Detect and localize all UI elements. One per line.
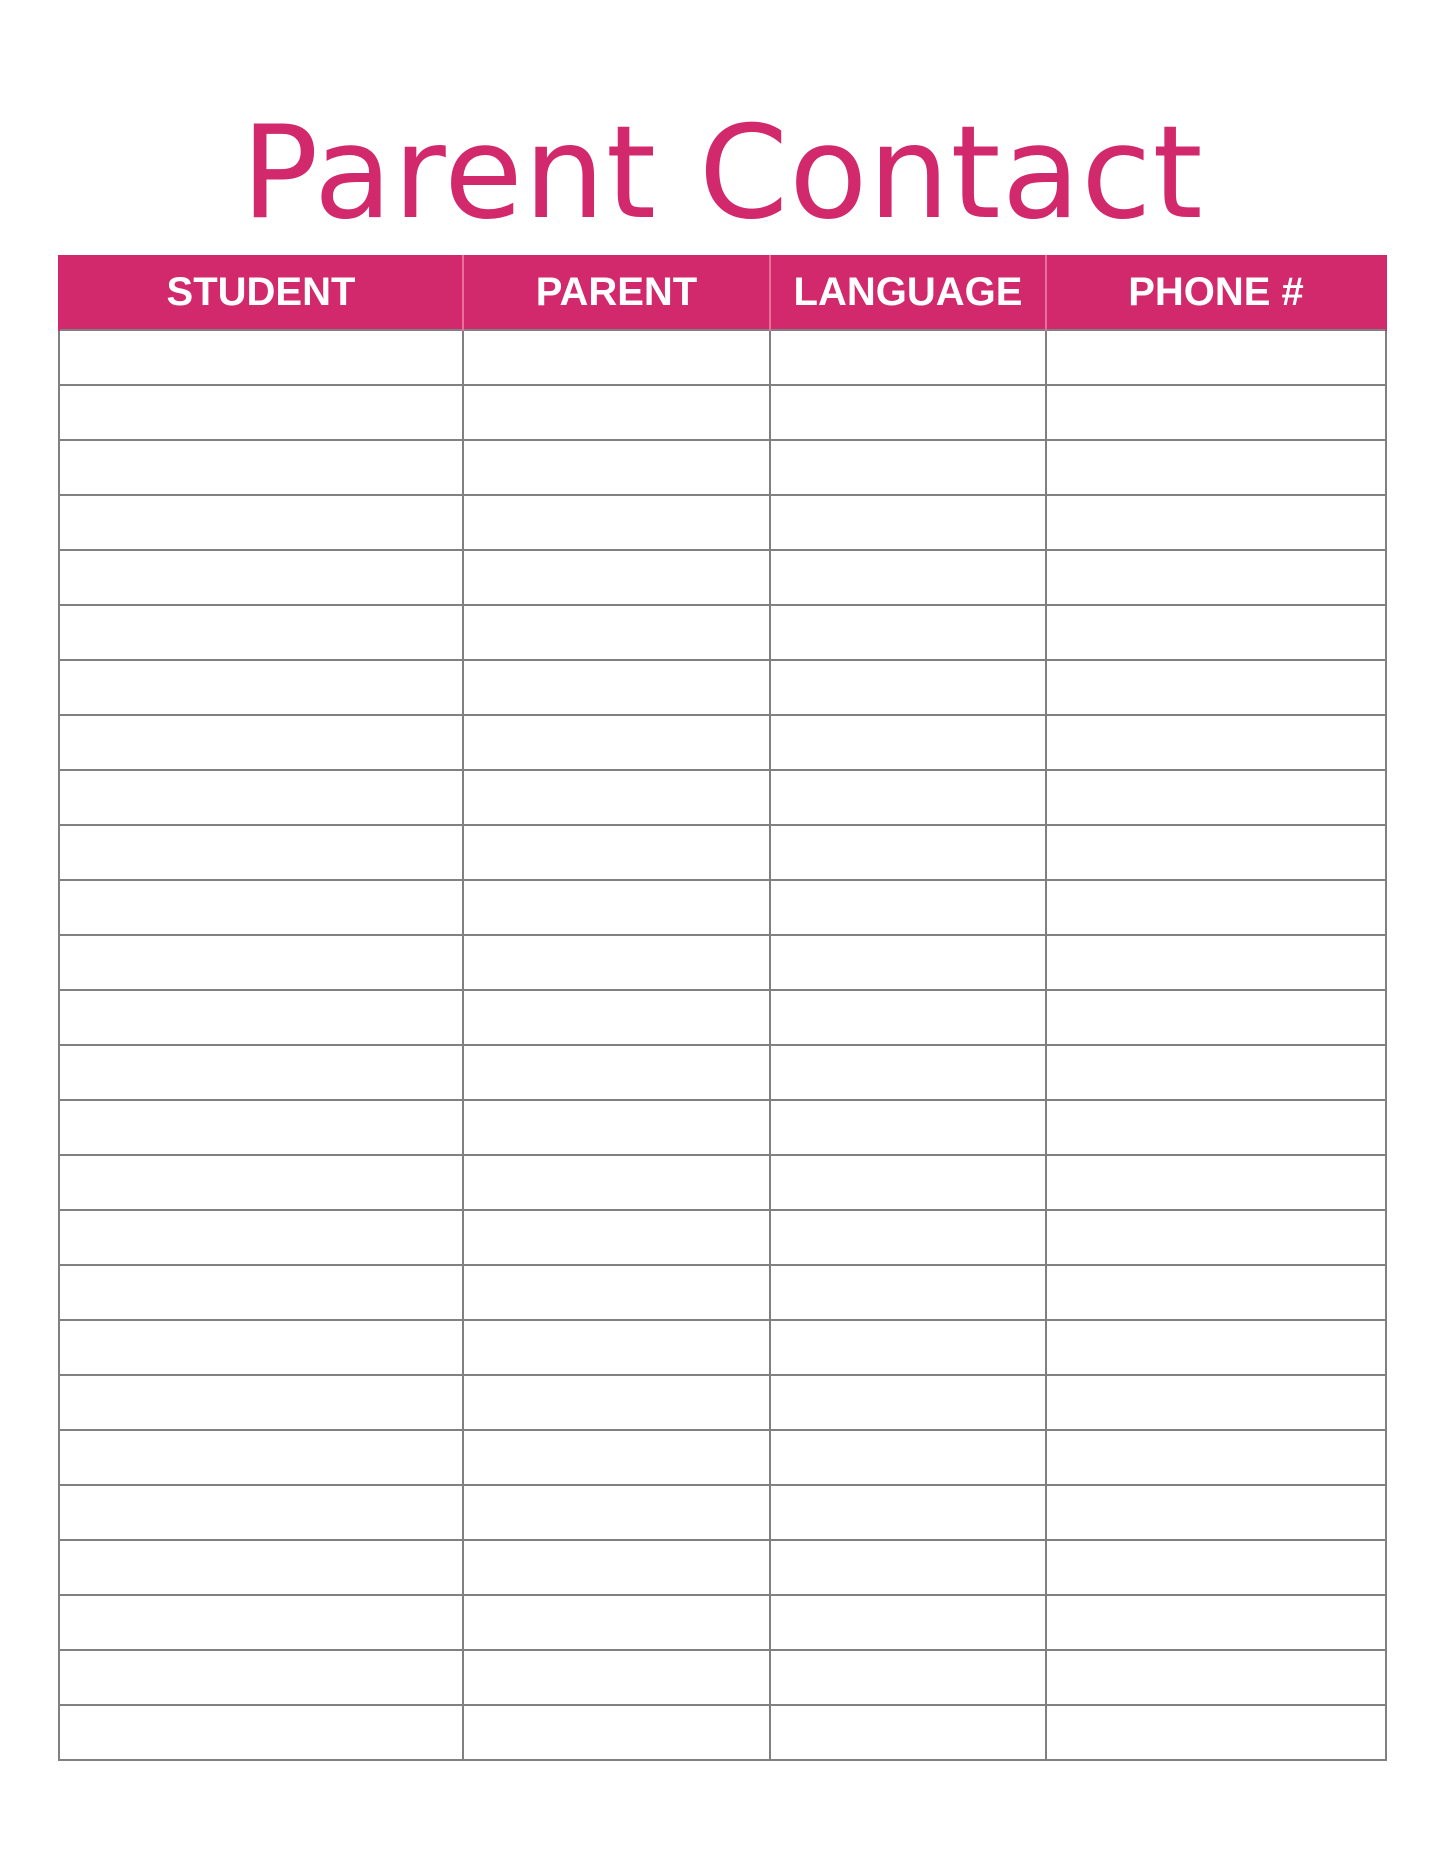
cell-parent[interactable]: [463, 1595, 770, 1650]
cell-phone[interactable]: [1046, 1485, 1386, 1540]
cell-language[interactable]: [770, 605, 1046, 660]
table-row: [59, 770, 1386, 825]
cell-language[interactable]: [770, 1540, 1046, 1595]
table-row: [59, 825, 1386, 880]
table-header: [59, 255, 1386, 330]
cell-parent[interactable]: [463, 1155, 770, 1210]
cell-student[interactable]: [59, 990, 463, 1045]
cell-language[interactable]: [770, 1705, 1046, 1760]
cell-language[interactable]: [770, 1155, 1046, 1210]
cell-parent[interactable]: [463, 550, 770, 605]
cell-student[interactable]: [59, 330, 463, 385]
column-header-phone: PHONE #: [1046, 255, 1386, 330]
cell-student[interactable]: [59, 1155, 463, 1210]
table-row: [59, 1100, 1386, 1155]
table-row: [59, 880, 1386, 935]
cell-student[interactable]: [59, 1705, 463, 1760]
cell-language[interactable]: [770, 1210, 1046, 1265]
cell-phone[interactable]: [1046, 660, 1386, 715]
cell-student[interactable]: [59, 1650, 463, 1705]
cell-phone[interactable]: [1046, 1375, 1386, 1430]
cell-student[interactable]: [59, 660, 463, 715]
cell-parent[interactable]: [463, 330, 770, 385]
cell-parent[interactable]: [463, 1430, 770, 1485]
cell-student[interactable]: [59, 605, 463, 660]
cell-phone[interactable]: [1046, 715, 1386, 770]
cell-parent[interactable]: [463, 1375, 770, 1430]
table-row: [59, 1155, 1386, 1210]
cell-language[interactable]: [770, 1375, 1046, 1430]
table-row: [59, 660, 1386, 715]
cell-parent[interactable]: [463, 495, 770, 550]
cell-phone[interactable]: [1046, 550, 1386, 605]
cell-student[interactable]: [59, 880, 463, 935]
cell-parent[interactable]: [463, 715, 770, 770]
header-row: [59, 255, 1386, 330]
cell-parent[interactable]: [463, 440, 770, 495]
cell-student[interactable]: [59, 550, 463, 605]
cell-language[interactable]: [770, 880, 1046, 935]
cell-phone[interactable]: [1046, 495, 1386, 550]
table-row: [59, 495, 1386, 550]
parent-contact-table: [58, 255, 1387, 1761]
cell-language[interactable]: [770, 825, 1046, 880]
cell-language[interactable]: [770, 935, 1046, 990]
cell-parent[interactable]: [463, 1265, 770, 1320]
cell-parent[interactable]: [463, 660, 770, 715]
cell-phone[interactable]: [1046, 1540, 1386, 1595]
cell-parent[interactable]: [463, 770, 770, 825]
page-title: Parent Contact: [241, 99, 1204, 248]
table-body: [59, 330, 1386, 1760]
table-row: [59, 330, 1386, 385]
cell-student[interactable]: [59, 715, 463, 770]
cell-student[interactable]: [59, 770, 463, 825]
table-row: [59, 1210, 1386, 1265]
cell-student[interactable]: [59, 1100, 463, 1155]
cell-phone[interactable]: [1046, 935, 1386, 990]
cell-language[interactable]: [770, 990, 1046, 1045]
column-header-parent: PARENT: [463, 255, 770, 330]
table-row: [59, 990, 1386, 1045]
table-row: [59, 1705, 1386, 1760]
cell-parent[interactable]: [463, 1100, 770, 1155]
cell-parent[interactable]: [463, 1320, 770, 1375]
cell-language[interactable]: [770, 660, 1046, 715]
cell-language[interactable]: [770, 1045, 1046, 1100]
cell-parent[interactable]: [463, 1540, 770, 1595]
cell-parent[interactable]: [463, 605, 770, 660]
cell-language[interactable]: [770, 770, 1046, 825]
cell-student[interactable]: [59, 495, 463, 550]
cell-language[interactable]: [770, 440, 1046, 495]
table-row: [59, 935, 1386, 990]
cell-phone[interactable]: [1046, 330, 1386, 385]
cell-language[interactable]: [770, 1100, 1046, 1155]
cell-language[interactable]: [770, 1485, 1046, 1540]
cell-language[interactable]: [770, 1595, 1046, 1650]
cell-parent[interactable]: [463, 935, 770, 990]
cell-phone[interactable]: [1046, 770, 1386, 825]
cell-language[interactable]: [770, 550, 1046, 605]
cell-student[interactable]: [59, 1210, 463, 1265]
table-row: [59, 1650, 1386, 1705]
table-row: [59, 1485, 1386, 1540]
cell-phone[interactable]: [1046, 990, 1386, 1045]
table-row: [59, 550, 1386, 605]
cell-phone[interactable]: [1046, 1705, 1386, 1760]
cell-language[interactable]: [770, 1320, 1046, 1375]
cell-phone[interactable]: [1046, 1045, 1386, 1100]
table-row: [59, 1045, 1386, 1100]
cell-student[interactable]: [59, 1375, 463, 1430]
cell-phone[interactable]: [1046, 1650, 1386, 1705]
cell-student[interactable]: [59, 440, 463, 495]
cell-parent[interactable]: [463, 1705, 770, 1760]
cell-phone[interactable]: [1046, 880, 1386, 935]
cell-phone[interactable]: [1046, 825, 1386, 880]
cell-language[interactable]: [770, 385, 1046, 440]
cell-student[interactable]: [59, 1430, 463, 1485]
cell-language[interactable]: [770, 495, 1046, 550]
cell-student[interactable]: [59, 935, 463, 990]
cell-parent[interactable]: [463, 1045, 770, 1100]
table-row: [59, 1430, 1386, 1485]
cell-student[interactable]: [59, 825, 463, 880]
cell-phone[interactable]: [1046, 385, 1386, 440]
cell-student[interactable]: [59, 1485, 463, 1540]
column-header-language: LANGUAGE: [770, 255, 1046, 330]
cell-parent[interactable]: [463, 385, 770, 440]
cell-language[interactable]: [770, 1650, 1046, 1705]
cell-phone[interactable]: [1046, 440, 1386, 495]
cell-language[interactable]: [770, 1430, 1046, 1485]
cell-student[interactable]: [59, 1045, 463, 1100]
cell-phone[interactable]: [1046, 1595, 1386, 1650]
cell-phone[interactable]: [1046, 1210, 1386, 1265]
cell-student[interactable]: [59, 1595, 463, 1650]
column-header-student: STUDENT: [59, 255, 463, 330]
table-row: [59, 440, 1386, 495]
table-row: [59, 1375, 1386, 1430]
table-row: [59, 1540, 1386, 1595]
cell-parent[interactable]: [463, 1650, 770, 1705]
cell-parent[interactable]: [463, 880, 770, 935]
cell-phone[interactable]: [1046, 1155, 1386, 1210]
table-row: [59, 1320, 1386, 1375]
cell-phone[interactable]: [1046, 1320, 1386, 1375]
cell-parent[interactable]: [463, 1485, 770, 1540]
cell-phone[interactable]: [1046, 1265, 1386, 1320]
cell-parent[interactable]: [463, 825, 770, 880]
cell-language[interactable]: [770, 715, 1046, 770]
cell-phone[interactable]: [1046, 1430, 1386, 1485]
table-row: [59, 385, 1386, 440]
cell-student[interactable]: [59, 1320, 463, 1375]
cell-parent[interactable]: [463, 990, 770, 1045]
table-row: [59, 1595, 1386, 1650]
table-row: [59, 1265, 1386, 1320]
cell-parent[interactable]: [463, 1210, 770, 1265]
cell-language[interactable]: [770, 1265, 1046, 1320]
cell-language[interactable]: [770, 330, 1046, 385]
table-row: [59, 715, 1386, 770]
cell-student[interactable]: [59, 1540, 463, 1595]
cell-phone[interactable]: [1046, 1100, 1386, 1155]
table-row: [59, 605, 1386, 660]
cell-phone[interactable]: [1046, 605, 1386, 660]
cell-student[interactable]: [59, 385, 463, 440]
cell-student[interactable]: [59, 1265, 463, 1320]
